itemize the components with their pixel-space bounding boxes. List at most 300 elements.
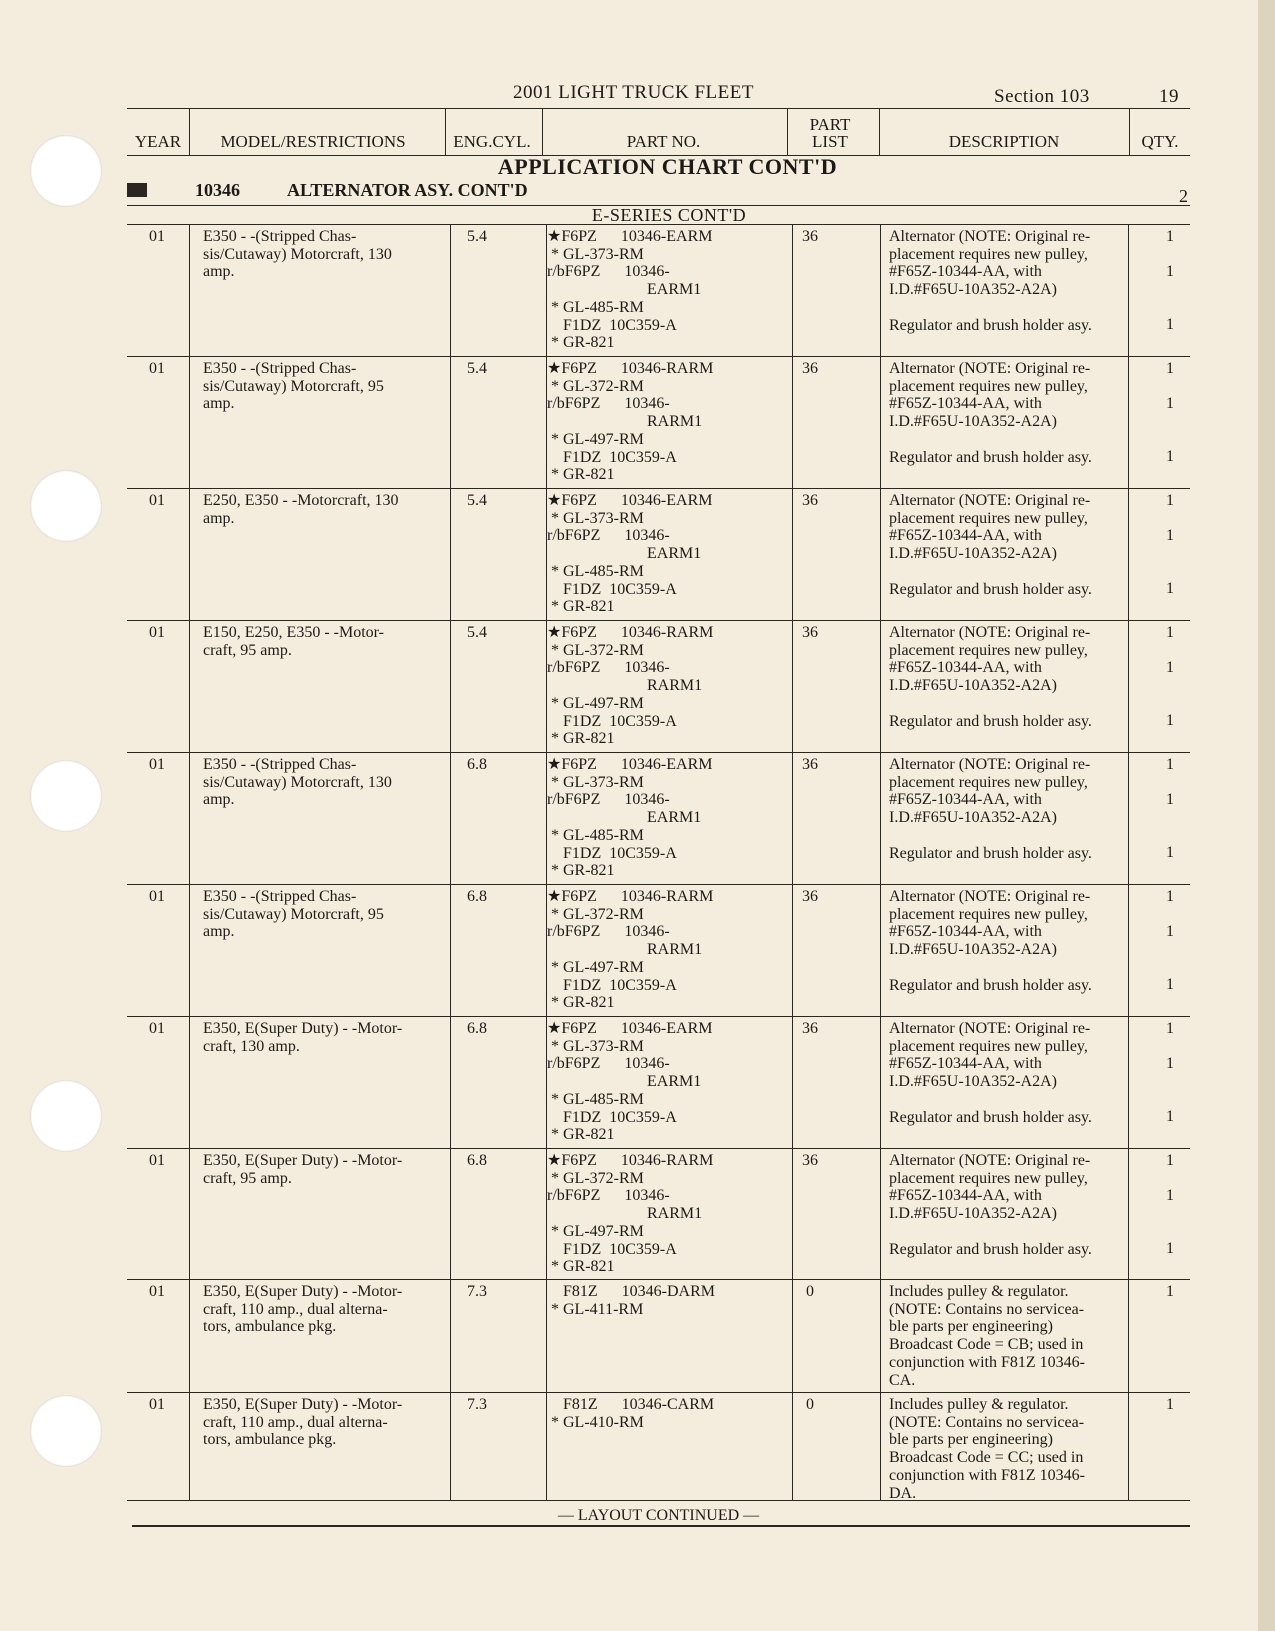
row-quantity — [1155, 1396, 1185, 1414]
row-quantity — [1155, 624, 1185, 730]
table-row — [127, 356, 1190, 489]
description-line: I.D.#F65U-10A352-A2A) — [889, 941, 1057, 959]
part-number-line: * GR-821 — [547, 466, 615, 484]
description-line: Regulator and brush holder asy. — [889, 580, 1092, 598]
table-row — [127, 1279, 1190, 1393]
description-line: #F65Z-10344-AA, with — [889, 527, 1042, 545]
row-part-numbers — [547, 360, 757, 484]
part-number-line: ★F6PZ 10346-RARM — [547, 888, 714, 905]
quantity-line: 1 — [1166, 976, 1174, 994]
binder-hole — [30, 760, 102, 832]
quantity-line: 1 — [1166, 580, 1174, 598]
chart-heading: APPLICATION CHART CONT'D — [497, 154, 838, 179]
col-part: PART NO. — [626, 132, 701, 151]
row-part-numbers — [547, 1283, 757, 1318]
row-part-numbers — [547, 888, 757, 1012]
part-number-line: EARM1 — [547, 1073, 702, 1091]
model-line: E250, E350 - -Motorcraft, 130 — [203, 492, 399, 509]
quantity-line — [1155, 959, 1185, 977]
quantity-line: 1 — [1166, 492, 1174, 509]
col-qty: QTY. — [1141, 132, 1179, 151]
quantity-line — [1155, 1205, 1185, 1223]
part-number-line: ★F6PZ 10346-RARM — [547, 360, 714, 377]
col-desc: DESCRIPTION — [948, 132, 1060, 151]
row-quantity — [1155, 1152, 1185, 1258]
quantity-line: 1 — [1166, 888, 1174, 905]
part-number-line: ★F6PZ 10346-EARM — [547, 492, 713, 509]
quantity-line: 1 — [1166, 395, 1174, 413]
description-line: Includes pulley & regulator. — [889, 1283, 1069, 1300]
row-year: 01 — [149, 1152, 165, 1169]
part-number-line: F1DZ 10C359-A — [547, 316, 677, 334]
part-number-line: * GL-497-RM — [547, 958, 644, 976]
description-line: #F65Z-10344-AA, with — [889, 1055, 1042, 1073]
row-description — [889, 888, 1117, 994]
quantity-line: 1 — [1166, 1396, 1174, 1413]
description-line — [889, 827, 1117, 845]
model-line: craft, 110 amp., dual alterna- — [203, 1300, 388, 1318]
description-line — [889, 1223, 1117, 1241]
model-line: craft, 95 amp. — [203, 641, 292, 659]
quantity-line — [1155, 677, 1185, 695]
row-part-list: 36 — [802, 1020, 818, 1037]
quantity-line: 1 — [1166, 263, 1174, 281]
row-model — [203, 1020, 431, 1055]
description-line: Broadcast Code = CB; used in — [889, 1336, 1084, 1354]
quantity-line — [1155, 1073, 1185, 1091]
row-engine: 5.4 — [467, 624, 487, 641]
quantity-line — [1155, 1091, 1185, 1109]
table-row — [127, 488, 1190, 621]
description-line: placement requires new pulley, — [889, 1169, 1088, 1187]
quantity-line: 1 — [1166, 844, 1174, 862]
page-edge — [1258, 0, 1275, 1631]
section-label: Section 103 — [994, 86, 1090, 107]
row-model — [203, 888, 431, 941]
model-line: sis/Cutaway) Motorcraft, 95 — [203, 377, 384, 395]
description-line: (NOTE: Contains no servicea- — [889, 1413, 1085, 1431]
row-part-list: 36 — [802, 228, 818, 245]
col-plist-top: PART — [809, 115, 851, 134]
part-number-line: ★F6PZ 10346-RARM — [547, 624, 714, 641]
part-number-line: r/bF6PZ 10346- — [547, 395, 670, 413]
description-line — [889, 431, 1117, 449]
part-number-line: r/bF6PZ 10346- — [547, 659, 670, 677]
quantity-line: 1 — [1166, 659, 1174, 677]
quantity-line: 1 — [1166, 527, 1174, 545]
row-quantity — [1155, 1020, 1185, 1126]
page-number: 19 — [1159, 86, 1179, 107]
part-number-line: F1DZ 10C359-A — [547, 844, 677, 862]
quantity-line — [1155, 906, 1185, 924]
description-line: ble parts per engineering) — [889, 1431, 1053, 1449]
part-number-line: ★F6PZ 10346-EARM — [547, 228, 713, 245]
row-engine: 5.4 — [467, 228, 487, 245]
description-line: placement requires new pulley, — [889, 641, 1088, 659]
part-number-line: r/bF6PZ 10346- — [547, 263, 670, 281]
row-year: 01 — [149, 360, 165, 377]
row-part-numbers — [547, 492, 757, 616]
model-line: sis/Cutaway) Motorcraft, 130 — [203, 773, 392, 791]
model-line: sis/Cutaway) Motorcraft, 130 — [203, 245, 392, 263]
row-part-list: 36 — [802, 1152, 818, 1169]
row-quantity — [1155, 228, 1185, 334]
model-line: E350, E(Super Duty) - -Motor- — [203, 1396, 403, 1413]
quantity-line: 1 — [1166, 1020, 1174, 1037]
description-line: conjunction with F81Z 10346- — [889, 1466, 1085, 1484]
quantity-line: 1 — [1166, 624, 1174, 641]
row-engine: 7.3 — [467, 1396, 487, 1413]
part-number-line: * GR-821 — [547, 1258, 615, 1276]
description-line: Regulator and brush holder asy. — [889, 976, 1092, 994]
description-line: Includes pulley & regulator. — [889, 1396, 1069, 1413]
model-line: amp. — [203, 923, 235, 941]
model-line: amp. — [203, 263, 235, 281]
col-divider — [445, 109, 446, 155]
row-part-list: 36 — [802, 888, 818, 905]
row-description — [889, 624, 1117, 730]
part-number-line: F1DZ 10C359-A — [547, 580, 677, 598]
row-quantity — [1155, 888, 1185, 994]
description-line: Regulator and brush holder asy. — [889, 712, 1092, 730]
description-line: ble parts per engineering) — [889, 1318, 1053, 1336]
row-part-numbers — [547, 1020, 757, 1144]
col-divider — [787, 109, 788, 155]
part-number-line: * GL-485-RM — [547, 1090, 644, 1108]
part-number-line: EARM1 — [547, 545, 702, 563]
page-title: 2001 LIGHT TRUCK FLEET — [513, 82, 754, 103]
part-number-line: RARM1 — [547, 1205, 703, 1223]
part-number-line: RARM1 — [547, 413, 703, 431]
description-line: I.D.#F65U-10A352-A2A) — [889, 1073, 1057, 1091]
row-quantity — [1155, 360, 1185, 466]
part-number-line: r/bF6PZ 10346- — [547, 527, 670, 545]
binder-hole — [30, 1080, 102, 1152]
quantity-line — [1155, 413, 1185, 431]
description-line: Alternator (NOTE: Original re- — [889, 756, 1091, 773]
model-line: craft, 130 amp. — [203, 1037, 300, 1055]
model-line: E350 - -(Stripped Chas- — [203, 228, 357, 245]
row-engine: 7.3 — [467, 1283, 487, 1300]
part-number-line: * GL-497-RM — [547, 430, 644, 448]
model-line: tors, ambulance pkg. — [203, 1318, 337, 1336]
row-year: 01 — [149, 1396, 165, 1413]
quantity-line — [1155, 941, 1185, 959]
quantity-line — [1155, 431, 1185, 449]
col-divider — [1129, 109, 1130, 155]
quantity-line: 1 — [1166, 1152, 1174, 1169]
quantity-line: 1 — [1166, 1283, 1174, 1300]
model-line: E350 - -(Stripped Chas- — [203, 888, 357, 905]
table-row — [127, 752, 1190, 885]
row-description — [889, 1020, 1117, 1126]
row-model — [203, 1283, 431, 1336]
row-part-numbers — [547, 1396, 757, 1431]
model-line: craft, 110 amp., dual alterna- — [203, 1413, 388, 1431]
quantity-line: 1 — [1166, 448, 1174, 466]
description-line: Regulator and brush holder asy. — [889, 316, 1092, 334]
model-line: E350, E(Super Duty) - -Motor- — [203, 1152, 403, 1169]
row-part-list: 0 — [806, 1283, 814, 1300]
description-line: Alternator (NOTE: Original re- — [889, 492, 1091, 509]
part-number-line: * GR-821 — [547, 994, 615, 1012]
part-number-line: ★F6PZ 10346-EARM — [547, 756, 713, 773]
model-line: amp. — [203, 395, 235, 413]
row-description — [889, 1396, 1117, 1502]
row-description — [889, 1283, 1117, 1389]
description-line: Alternator (NOTE: Original re- — [889, 228, 1091, 245]
part-number-line: * GL-372-RM — [547, 1169, 644, 1187]
row-year: 01 — [149, 624, 165, 641]
quantity-line — [1155, 695, 1185, 713]
group-number: 10346 — [195, 180, 240, 200]
part-number-line: * GR-821 — [547, 1126, 615, 1144]
column-header — [127, 108, 1190, 156]
model-line: E350 - -(Stripped Chas- — [203, 756, 357, 773]
quantity-line — [1155, 774, 1185, 792]
part-number-line: * GL-373-RM — [547, 773, 644, 791]
description-line: #F65Z-10344-AA, with — [889, 1187, 1042, 1205]
description-line — [889, 695, 1117, 713]
row-quantity — [1155, 1283, 1185, 1301]
binder-hole — [30, 470, 102, 542]
part-number-line: EARM1 — [547, 281, 702, 299]
row-model — [203, 360, 431, 413]
part-number-line: F1DZ 10C359-A — [547, 448, 677, 466]
quantity-line: 1 — [1166, 1187, 1174, 1205]
row-engine: 5.4 — [467, 360, 487, 377]
part-number-line: F1DZ 10C359-A — [547, 712, 677, 730]
part-number-line: * GL-373-RM — [547, 245, 644, 263]
description-line: Regulator and brush holder asy. — [889, 1240, 1092, 1258]
part-number-line: ★F6PZ 10346-EARM — [547, 1020, 713, 1037]
group-marker — [127, 183, 147, 197]
row-part-list: 36 — [802, 756, 818, 773]
row-part-numbers — [547, 1152, 757, 1276]
quantity-line — [1155, 1038, 1185, 1056]
description-line: I.D.#F65U-10A352-A2A) — [889, 281, 1057, 299]
description-line: conjunction with F81Z 10346- — [889, 1353, 1085, 1371]
row-engine: 6.8 — [467, 1020, 487, 1037]
description-line: I.D.#F65U-10A352-A2A) — [889, 413, 1057, 431]
model-line: amp. — [203, 509, 235, 527]
part-number-line: * GL-411-RM — [547, 1300, 644, 1318]
description-line: Regulator and brush holder asy. — [889, 1108, 1092, 1126]
quantity-line: 1 — [1166, 712, 1174, 730]
col-divider — [542, 109, 543, 155]
part-number-line: F81Z 10346-CARM — [547, 1396, 715, 1413]
quantity-line: 1 — [1166, 228, 1174, 245]
row-engine: 6.8 — [467, 1152, 487, 1169]
row-part-list: 36 — [802, 624, 818, 641]
model-line: E350, E(Super Duty) - -Motor- — [203, 1283, 403, 1300]
description-line: (NOTE: Contains no servicea- — [889, 1300, 1085, 1318]
row-model — [203, 1396, 431, 1449]
part-number-line: * GL-485-RM — [547, 562, 644, 580]
description-line: I.D.#F65U-10A352-A2A) — [889, 545, 1057, 563]
quantity-line — [1155, 1223, 1185, 1241]
part-number-line: r/bF6PZ 10346- — [547, 1187, 670, 1205]
binder-hole — [30, 1395, 102, 1467]
description-line: CA. — [889, 1371, 916, 1389]
description-line: placement requires new pulley, — [889, 773, 1088, 791]
part-number-line: r/bF6PZ 10346- — [547, 923, 670, 941]
row-year: 01 — [149, 1020, 165, 1037]
row-description — [889, 228, 1117, 334]
quantity-line: 1 — [1166, 791, 1174, 809]
quantity-line: 1 — [1166, 923, 1174, 941]
group-qty: 2 — [1179, 186, 1188, 206]
description-line: I.D.#F65U-10A352-A2A) — [889, 677, 1057, 695]
group-header — [127, 180, 1190, 204]
part-number-line: RARM1 — [547, 677, 703, 695]
col-divider — [189, 109, 190, 155]
row-engine: 5.4 — [467, 492, 487, 509]
description-line: DA. — [889, 1484, 917, 1502]
part-number-line: F1DZ 10C359-A — [547, 1240, 677, 1258]
description-line — [889, 563, 1117, 581]
quantity-line: 1 — [1166, 1240, 1174, 1258]
table-row — [127, 1148, 1190, 1280]
part-number-line: * GL-372-RM — [547, 905, 644, 923]
description-line — [889, 1091, 1117, 1109]
row-description — [889, 492, 1117, 598]
row-quantity — [1155, 756, 1185, 862]
description-line: Alternator (NOTE: Original re- — [889, 888, 1091, 905]
col-plist-bottom: LIST — [812, 132, 848, 151]
layout-continued: — LAYOUT CONTINUED — — [557, 1507, 760, 1524]
row-model — [203, 228, 431, 281]
part-number-line: * GR-821 — [547, 598, 615, 616]
footer-rule — [132, 1525, 1190, 1527]
model-line: E350 - -(Stripped Chas- — [203, 360, 357, 377]
part-number-line: * GR-821 — [547, 334, 615, 352]
part-number-line: * GL-410-RM — [547, 1413, 644, 1431]
quantity-line — [1155, 378, 1185, 396]
part-number-line: * GL-372-RM — [547, 641, 644, 659]
row-year: 01 — [149, 228, 165, 245]
quantity-line — [1155, 563, 1185, 581]
description-line: I.D.#F65U-10A352-A2A) — [889, 1205, 1057, 1223]
col-divider — [879, 109, 880, 155]
description-line: placement requires new pulley, — [889, 905, 1088, 923]
part-number-line: EARM1 — [547, 809, 702, 827]
row-part-numbers — [547, 756, 757, 880]
part-number-line: r/bF6PZ 10346- — [547, 791, 670, 809]
model-line: E150, E250, E350 - -Motor- — [203, 624, 384, 641]
row-year: 01 — [149, 492, 165, 509]
part-number-line: * GR-821 — [547, 862, 615, 880]
model-line: amp. — [203, 791, 235, 809]
quantity-line — [1155, 281, 1185, 299]
part-number-line: r/bF6PZ 10346- — [547, 1055, 670, 1073]
description-line: placement requires new pulley, — [889, 1037, 1088, 1055]
description-line: placement requires new pulley, — [889, 245, 1088, 263]
part-number-line: * GL-373-RM — [547, 1037, 644, 1055]
series-heading: E-SERIES CONT'D — [591, 205, 747, 225]
table-row — [127, 620, 1190, 753]
row-description — [889, 1152, 1117, 1258]
quantity-line: 1 — [1166, 1055, 1174, 1073]
col-year: YEAR — [134, 132, 182, 151]
row-year: 01 — [149, 756, 165, 773]
row-part-numbers — [547, 624, 757, 748]
part-number-line: F1DZ 10C359-A — [547, 1108, 677, 1126]
part-number-line: * GL-372-RM — [547, 377, 644, 395]
col-eng: ENG.CYL. — [453, 132, 531, 151]
description-line — [889, 959, 1117, 977]
model-line: E350, E(Super Duty) - -Motor- — [203, 1020, 403, 1037]
row-part-list: 36 — [802, 492, 818, 509]
row-part-numbers — [547, 228, 757, 352]
model-line: tors, ambulance pkg. — [203, 1431, 337, 1449]
quantity-line — [1155, 510, 1185, 528]
row-description — [889, 756, 1117, 862]
quantity-line — [1155, 299, 1185, 317]
description-line: #F65Z-10344-AA, with — [889, 923, 1042, 941]
row-quantity — [1155, 492, 1185, 598]
description-line: I.D.#F65U-10A352-A2A) — [889, 809, 1057, 827]
row-model — [203, 624, 431, 659]
group-name: ALTERNATOR ASY. CONT'D — [287, 180, 528, 200]
row-year: 01 — [149, 888, 165, 905]
description-line: #F65Z-10344-AA, with — [889, 395, 1042, 413]
description-line: Broadcast Code = CC; used in — [889, 1449, 1084, 1467]
part-number-line: F1DZ 10C359-A — [547, 976, 677, 994]
row-year: 01 — [149, 1283, 165, 1300]
description-line: #F65Z-10344-AA, with — [889, 263, 1042, 281]
row-model — [203, 492, 431, 527]
model-line: craft, 95 amp. — [203, 1169, 292, 1187]
model-line: sis/Cutaway) Motorcraft, 95 — [203, 905, 384, 923]
table-row — [127, 1392, 1190, 1501]
part-number-line: * GL-485-RM — [547, 826, 644, 844]
description-line: Regulator and brush holder asy. — [889, 448, 1092, 466]
description-line — [889, 299, 1117, 317]
table-row — [127, 1016, 1190, 1149]
row-engine: 6.8 — [467, 888, 487, 905]
table-row — [127, 884, 1190, 1017]
description-line: placement requires new pulley, — [889, 377, 1088, 395]
part-number-line: * GL-497-RM — [547, 694, 644, 712]
description-line: Alternator (NOTE: Original re- — [889, 360, 1091, 377]
row-part-list: 36 — [802, 360, 818, 377]
quantity-line: 1 — [1166, 360, 1174, 377]
row-engine: 6.8 — [467, 756, 487, 773]
quantity-line: 1 — [1166, 1108, 1174, 1126]
part-number-line: ★F6PZ 10346-RARM — [547, 1152, 714, 1169]
table-row — [127, 224, 1190, 357]
quantity-line — [1155, 246, 1185, 264]
part-number-line: * GL-485-RM — [547, 298, 644, 316]
description-line: #F65Z-10344-AA, with — [889, 791, 1042, 809]
quantity-line — [1155, 642, 1185, 660]
part-number-line: * GL-497-RM — [547, 1222, 644, 1240]
row-description — [889, 360, 1117, 466]
row-model — [203, 1152, 431, 1187]
part-number-line: * GL-373-RM — [547, 509, 644, 527]
part-number-line: * GR-821 — [547, 730, 615, 748]
description-line: #F65Z-10344-AA, with — [889, 659, 1042, 677]
quantity-line — [1155, 1170, 1185, 1188]
description-line: Alternator (NOTE: Original re- — [889, 624, 1091, 641]
row-part-list: 0 — [806, 1396, 814, 1413]
description-line: Regulator and brush holder asy. — [889, 844, 1092, 862]
part-number-line: RARM1 — [547, 941, 703, 959]
quantity-line — [1155, 827, 1185, 845]
quantity-line — [1155, 545, 1185, 563]
col-model: MODEL/RESTRICTIONS — [220, 132, 406, 151]
